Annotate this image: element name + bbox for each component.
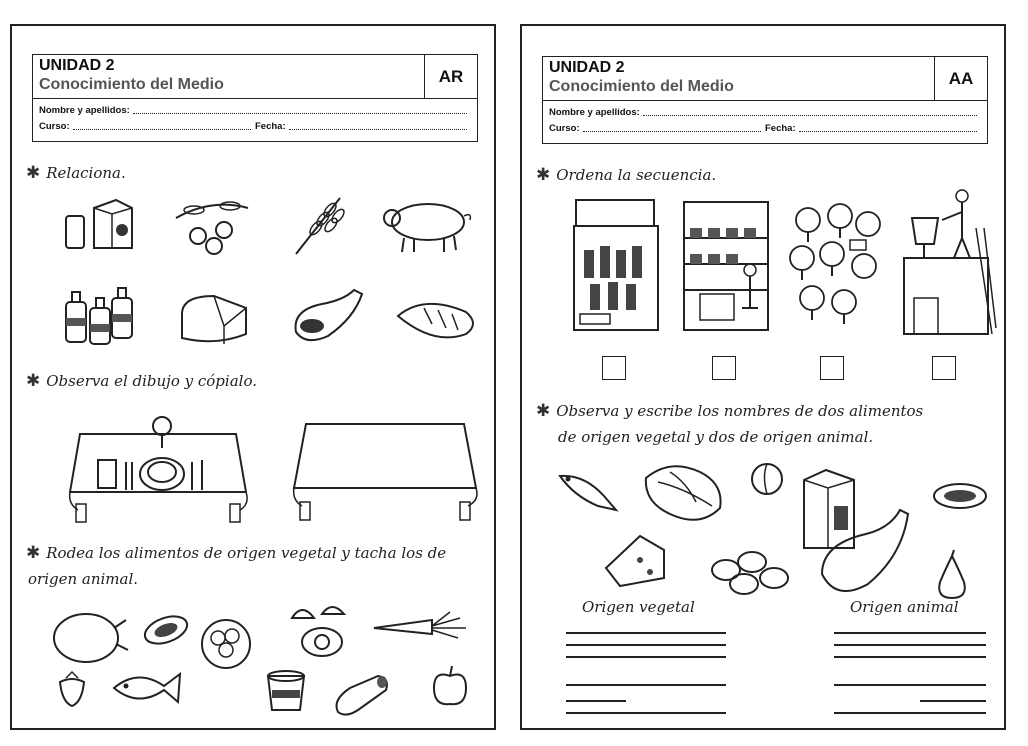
yogurt-icon xyxy=(260,666,312,714)
course-label: Curso: xyxy=(39,121,70,132)
order-box-3[interactable] xyxy=(820,356,844,380)
worksheet-code: AA xyxy=(935,57,987,101)
instruction-1: ✱ Ordena la secuencia. xyxy=(536,165,717,185)
mussels-icon xyxy=(140,604,196,652)
instruction-2: ✱ Observa y escribe los nombres de dos alimentos de origen vegetal y dos de origen animal. xyxy=(536,401,924,446)
course-date-row[interactable] xyxy=(549,123,981,134)
apple-icon xyxy=(430,664,470,708)
potatoes-icon xyxy=(708,546,798,600)
oil-bottles-icon xyxy=(62,278,136,348)
order-box-2[interactable] xyxy=(712,356,736,380)
writing-line[interactable] xyxy=(566,700,626,702)
name-label: Nombre y apellidos: xyxy=(39,105,130,116)
worksheet-header xyxy=(542,56,988,144)
writing-line[interactable] xyxy=(566,684,726,686)
subject-title: Conocimiento del Medio xyxy=(549,78,734,95)
subject-title: Conocimiento del Medio xyxy=(39,76,224,93)
name-field[interactable] xyxy=(549,107,981,118)
name-field[interactable] xyxy=(39,105,471,116)
instruction-1: ✱ Relaciona. xyxy=(26,163,126,183)
milk-icon xyxy=(60,194,140,258)
writing-line[interactable] xyxy=(566,656,726,658)
writing-line[interactable] xyxy=(566,632,726,634)
olives-icon xyxy=(172,198,252,258)
carrot-icon xyxy=(370,608,480,644)
bread-icon xyxy=(394,294,478,344)
writing-line[interactable] xyxy=(566,644,726,646)
unit-title: UNIDAD 2 xyxy=(39,57,115,74)
sausage-icon xyxy=(330,672,392,718)
worksheet-aa xyxy=(520,24,1006,730)
worksheet-header xyxy=(32,54,478,142)
instruction-3: ✱ Rodea los alimentos de origen vegetal y tacha los de origen animal. xyxy=(26,543,447,588)
mushrooms-egg-icon xyxy=(286,602,350,660)
writing-line[interactable] xyxy=(920,700,986,702)
order-box-1[interactable] xyxy=(602,356,626,380)
date-label: Fecha: xyxy=(765,123,796,134)
writing-line[interactable] xyxy=(834,632,986,634)
cauliflower-icon xyxy=(196,614,256,674)
fish-icon xyxy=(108,664,184,710)
writing-line[interactable] xyxy=(566,712,726,714)
date-label: Fecha: xyxy=(255,121,286,132)
unit-title: UNIDAD 2 xyxy=(549,59,625,76)
ham-icon xyxy=(816,504,912,604)
fish-icon xyxy=(554,466,620,516)
peach-icon xyxy=(748,460,786,498)
cheese-icon xyxy=(600,528,670,588)
course-date-row[interactable] xyxy=(39,121,471,132)
header-title-box xyxy=(33,55,425,99)
name-label: Nombre y apellidos: xyxy=(549,107,640,118)
order-box-4[interactable] xyxy=(932,356,956,380)
writing-line[interactable] xyxy=(834,644,986,646)
pig-icon xyxy=(380,194,476,256)
pear-icon xyxy=(932,548,972,602)
sausage-icon xyxy=(930,478,990,518)
empty-table-icon xyxy=(290,416,480,524)
factory-icon xyxy=(898,188,996,338)
writing-line[interactable] xyxy=(834,684,986,686)
course-label: Curso: xyxy=(549,123,580,134)
market-stall-icon xyxy=(570,196,662,338)
wheat-icon xyxy=(290,192,350,258)
column-label-vegetal: Origen vegetal xyxy=(582,598,695,616)
supermarket-icon xyxy=(680,198,772,338)
ham-icon xyxy=(288,284,368,348)
cheese-icon xyxy=(176,288,252,348)
column-label-animal: Origen animal xyxy=(850,598,959,616)
header-title-box xyxy=(543,57,935,101)
strawberry-icon xyxy=(56,672,88,708)
table-setting-icon xyxy=(66,400,250,524)
worksheet-code: AR xyxy=(425,55,477,99)
writing-line[interactable] xyxy=(834,712,986,714)
chicken-icon xyxy=(46,604,130,670)
lettuce-icon xyxy=(640,458,730,530)
worksheet-ar xyxy=(10,24,496,730)
orchard-icon xyxy=(788,202,884,332)
writing-line[interactable] xyxy=(834,656,986,658)
instruction-2: ✱ Observa el dibujo y cópialo. xyxy=(26,371,257,391)
